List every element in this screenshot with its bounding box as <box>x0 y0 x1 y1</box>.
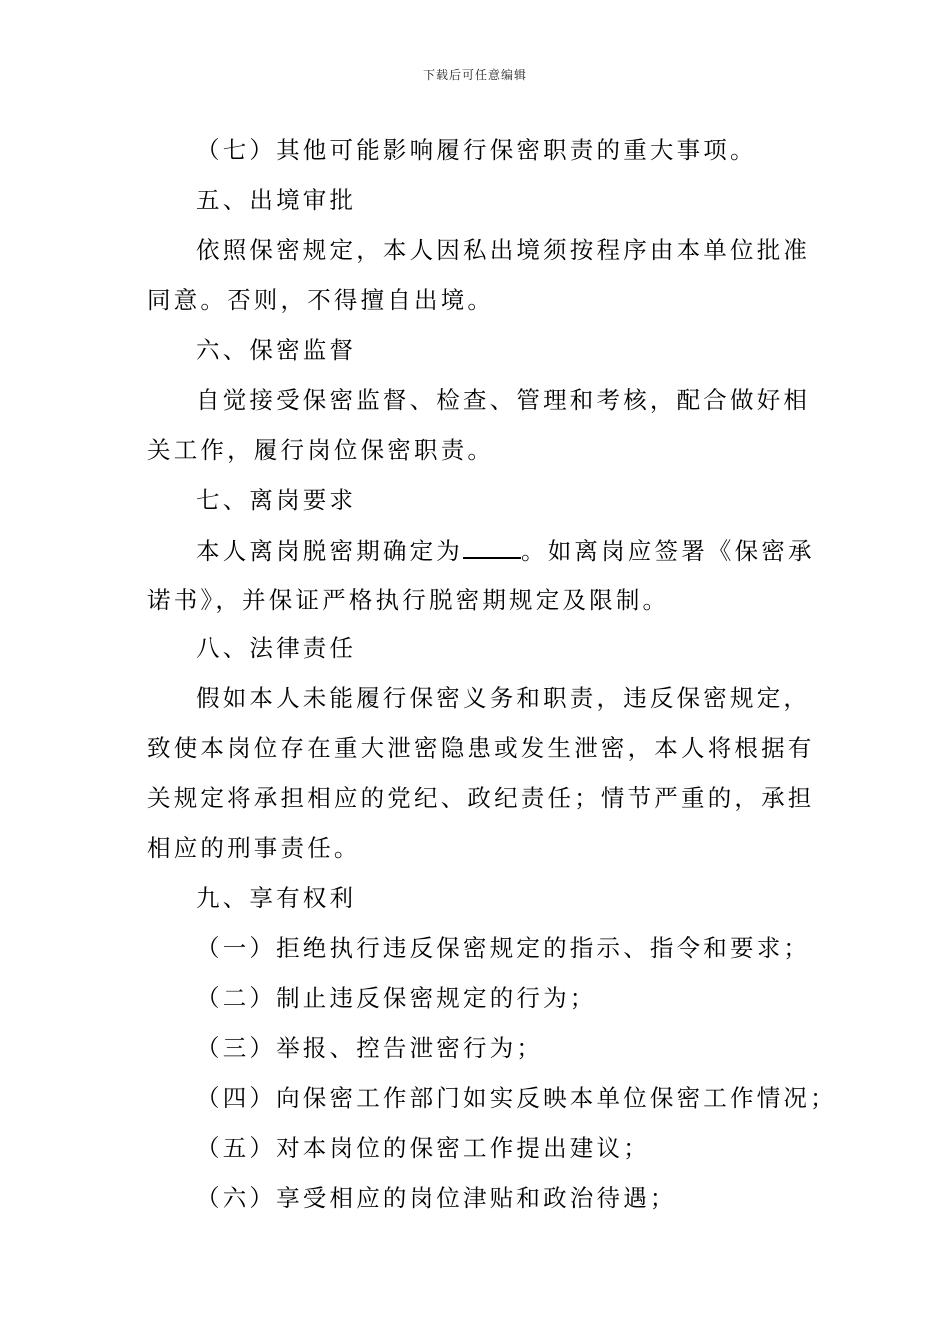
section-eight-paragraph-line-2: 致使本岗位存在重大泄密隐患或发生泄密，本人将根据有 <box>147 734 815 762</box>
right-item-four: （四）向保密工作部门如实反映本单位保密工作情况； <box>196 1084 837 1112</box>
section-seven-heading: 七、离岗要求 <box>196 486 357 514</box>
right-item-six: （六）享受相应的岗位津贴和政治待遇； <box>196 1184 677 1212</box>
section-eight-heading: 八、法律责任 <box>196 634 357 662</box>
right-item-two: （二）制止违反保密规定的行为； <box>196 984 597 1012</box>
right-item-five: （五）对本岗位的保密工作提出建议； <box>196 1134 650 1162</box>
section-seven-paragraph-line-1 <box>196 535 815 566</box>
declassification-period-continuation: 。如离岗应签署《保密承 <box>521 537 815 565</box>
section-seven-paragraph-line-2: 诺书》，并保证严格执行脱密期规定及限制。 <box>147 586 670 614</box>
section-five-paragraph-line-1: 依照保密规定，本人因私出境须按程序由本单位批准 <box>196 236 811 264</box>
section-six-paragraph-line-2: 关工作，履行岗位保密职责。 <box>147 436 495 464</box>
right-item-one: （一）拒绝执行违反保密规定的指示、指令和要求； <box>196 934 811 962</box>
section-eight-paragraph-line-4: 相应的刑事责任。 <box>147 834 361 862</box>
page-header-note: 下载后可任意编辑 <box>422 68 527 82</box>
right-item-three: （三）举报、控告泄密行为； <box>196 1034 544 1062</box>
section-eight-paragraph-line-1: 假如本人未能履行保密义务和职责，违反保密规定， <box>196 684 811 712</box>
section-six-paragraph-line-1: 自觉接受保密监督、检查、管理和考核，配合做好相 <box>196 386 811 414</box>
section-five-paragraph-line-2: 同意。否则，不得擅自出境。 <box>147 286 495 314</box>
section-five-heading: 五、出境审批 <box>196 186 357 214</box>
section-six-heading: 六、保密监督 <box>196 336 357 364</box>
section-nine-heading: 九、享有权利 <box>196 884 357 912</box>
declassification-period-blank <box>463 535 521 559</box>
declassification-period-label: 本人离岗脱密期确定为 <box>196 537 463 565</box>
item-seven-text: （七）其他可能影响履行保密职责的重大事项。 <box>196 136 757 164</box>
section-eight-paragraph-line-3: 关规定将承担相应的党纪、政纪责任；情节严重的，承担 <box>147 784 815 812</box>
